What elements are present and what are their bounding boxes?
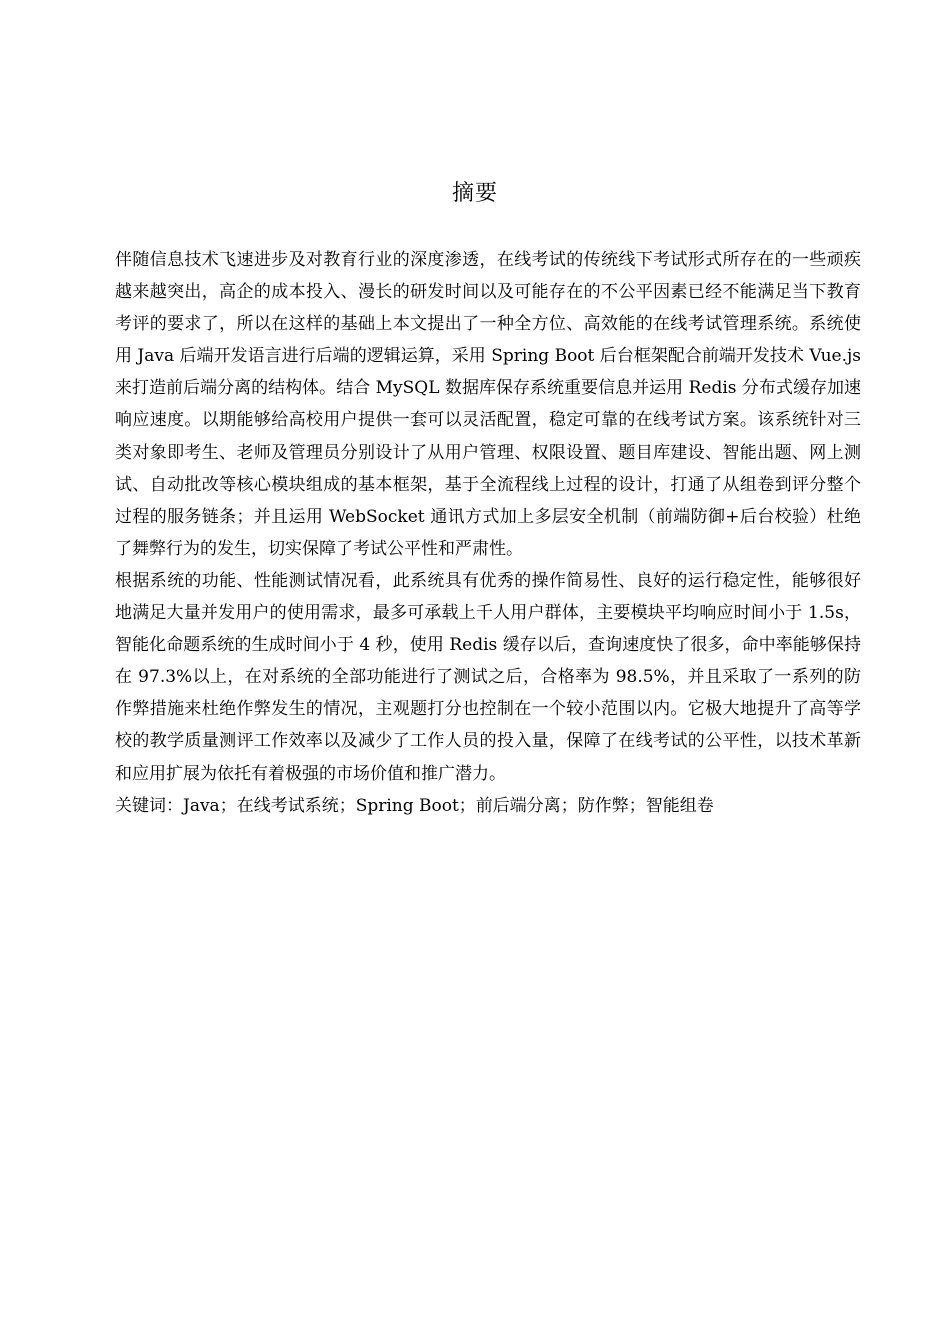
abstract-paragraph-1: 伴随信息技术飞速进步及对教育行业的深度渗透，在线考试的传统线下考试形式所存在的一些顽疾越来越突出，高企的成本投入、漫长的研发时间以及可能存在的不公平因素已经不能满足当下教育考评的要求了，所以在这样的基础上本文提出了一种全方位、高效能的在线考试管理系统。系统使用 Java 后端开发语言进行后端的逻辑运算，采用 Spring Boot 后台框架配合前端开发技术 Vue.js 来打造前后端分离的结构体。结合 MySQL 数据库保存系统重要信息并运用 Redis 分布式缓存加速响应速度。以期能够给高校用户提供一套可以灵活配置，稳定可靠的在线考试方案。该系统针对三类对象即考生、老师及管理员分别设计了从用户管理、权限设置、题目库建设、智能出题、网上测试、自动批改等核心模块组成的基本框架，基于全流程线上过程的设计，打通了从组卷到评分整个过程的服务链条；并且运用 WebSocket 通讯方式加上多层安全机制（前端防御+后台校验）杜绝了舞弊行为的发生，切实保障了考试公平性和严肃性。: [115, 250, 861, 559]
abstract-title: 摘要: [451, 181, 498, 206]
keywords-line: 关键词：Java；在线考试系统；Spring Boot；前后端分离；防作弊；智能组卷: [115, 795, 714, 816]
abstract-body: [115, 244, 861, 822]
abstract-paragraph-2: 根据系统的功能、性能测试情况看，此系统具有优秀的操作简易性、良好的运行稳定性，能够很好地满足大量并发用户的使用需求，最多可承载上千人用户群体，主要模块平均响应时间小于 1.5s，智能化命题系统的生成时间小于 4 秒，使用 Redis 缓存以后，查询速度快了很多，命中率能够保持在 97.3%以上，在对系统的全部功能进行了测试之后，合格率为 98.5%，并且采取了一系列的防作弊措施来杜绝作弊发生的情况，主观题打分也控制在一个较小范围以内。它极大地提升了高等学校的教学质量测评工作效率以及减少了工作人员的投入量，保障了在线考试的公平性，以技术革新和应用扩展为依托有着极强的市场价值和推广潜力。: [115, 570, 861, 784]
